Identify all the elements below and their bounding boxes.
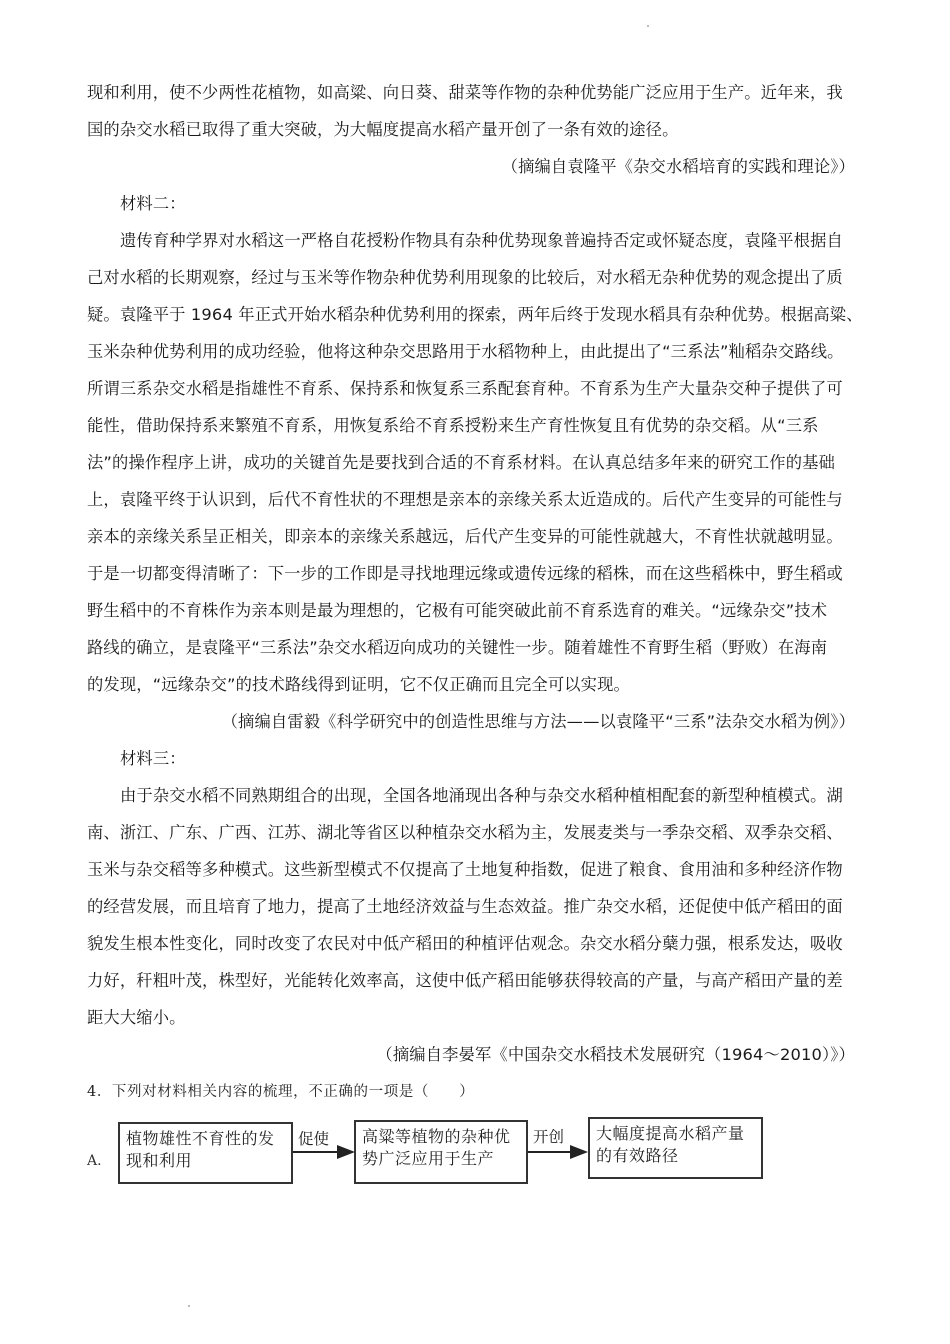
arrow-1-label: 促使 bbox=[298, 1130, 330, 1148]
material1-source: （摘编自袁隆平《杂交水稻培育的实践和理论》） bbox=[501, 157, 855, 176]
arrow-2-head-icon bbox=[570, 1145, 588, 1159]
material2-line: 亲本的亲缘关系呈正相关，即亲本的亲缘关系越远，后代产生变异的可能性就越大，不育性状就越明显。 bbox=[87, 527, 843, 546]
material1-line: 国的杂交水稻已取得了重大突破，为大幅度提高水稻产量开创了一条有效的途径。 bbox=[87, 120, 679, 139]
material2-line: 己对水稻的长期观察，经过与玉米等作物杂种优势利用现象的比较后，对水稻无杂种优势的观念提出了质 bbox=[87, 268, 843, 287]
page-mark bbox=[188, 1305, 190, 1307]
material2-line: 的发现，“远缘杂交”的技术路线得到证明，它不仅正确而且完全可以实现。 bbox=[87, 675, 630, 694]
material3-line: 貌发生根本性变化，同时改变了农民对中低产稻田的种植评估观念。杂交水稻分蘖力强，根系发达，吸收 bbox=[87, 934, 843, 953]
material3-line: 由于杂交水稻不同熟期组合的出现，全国各地涌现出各种与杂交水稻种植相配套的新型种植模式。湖 bbox=[120, 786, 843, 805]
option-a-label: A. bbox=[87, 1153, 102, 1169]
page-mark bbox=[647, 25, 649, 27]
material2-line: 疑。袁隆平于 1964 年正式开始水稻杂种优势利用的探索，两年后终于发现水稻具有杂种优势。根据高粱、 bbox=[87, 305, 863, 324]
arrow-1-line bbox=[293, 1151, 339, 1153]
question-stem: 4．下列对材料相关内容的梳理，不正确的一项是（ ） bbox=[87, 1084, 475, 1100]
material3-line: 力好，秆粗叶茂，株型好，光能转化效率高，这使中低产稻田能够获得较高的产量，与高产稻田产量的差 bbox=[87, 971, 843, 990]
arrow-1-head-icon bbox=[337, 1145, 355, 1159]
material2-line: 路线的确立，是袁隆平“三系法”杂交水稻迈向成功的关键性一步。随着雄性不育野生稻（野败）在海南 bbox=[87, 638, 828, 657]
flow-box-3: 大幅度提高水稻产量的有效路径 bbox=[588, 1117, 763, 1179]
material3-source: （摘编自李晏军《中国杂交水稻技术发展研究（1964～2010）》） bbox=[376, 1045, 855, 1064]
material2-line: 上，袁隆平终于认识到，后代不育性状的不理想是亲本的亲缘关系太近造成的。后代产生变异的可能性与 bbox=[87, 490, 843, 509]
material3-line: 的经营发展，而且培育了地力，提高了土地经济效益与生态效益。推广杂交水稻，还促使中低产稻田的面 bbox=[87, 897, 843, 916]
material2-heading: 材料二： bbox=[120, 194, 186, 213]
material2-line: 玉米杂种优势利用的成功经验，他将这种杂交思路用于水稻物种上，由此提出了“三系法”籼稻杂交路线。 bbox=[87, 342, 844, 361]
material3-line: 距大大缩小。 bbox=[87, 1008, 186, 1027]
material2-line: 所谓三系杂交水稻是指雄性不育系、保持系和恢复系三系配套育种。不育系为生产大量杂交种子提供了可 bbox=[87, 379, 843, 398]
material2-source: （摘编自雷毅《科学研究中的创造性思维与方法——以袁隆平“三系”法杂交水稻为例》） bbox=[221, 712, 855, 731]
arrow-2-label: 开创 bbox=[533, 1128, 565, 1146]
material3-heading: 材料三： bbox=[120, 749, 186, 768]
material2-line: 野生稻中的不育株作为亲本则是最为理想的，它极有可能突破此前不育系选育的难关。“远缘杂交”技术 bbox=[87, 601, 828, 620]
flow-box-1: 植物雄性不育性的发现和利用 bbox=[118, 1122, 293, 1184]
arrow-2-line bbox=[528, 1151, 572, 1153]
material3-line: 南、浙江、广东、广西、江苏、湖北等省区以种植杂交水稻为主，发展麦类与一季杂交稻、双季杂交稻、 bbox=[87, 823, 843, 842]
material2-line: 遗传育种学界对水稻这一严格自花授粉作物具有杂种优势现象普遍持否定或怀疑态度，袁隆平根据自 bbox=[120, 231, 843, 250]
flow-box-2: 高粱等植物的杂种优势广泛应用于生产 bbox=[354, 1120, 528, 1184]
material2-line: 于是一切都变得清晰了：下一步的工作即是寻找地理远缘或遗传远缘的稻株，而在这些稻株中，野生稻或 bbox=[87, 564, 843, 583]
material3-line: 玉米与杂交稻等多种模式。这些新型模式不仅提高了土地复种指数，促进了粮食、食用油和多种经济作物 bbox=[87, 860, 843, 879]
material2-line: 能性，借助保持系来繁殖不育系，用恢复系给不育系授粉来生产育性恢复且有优势的杂交稻。从“三系 bbox=[87, 416, 819, 435]
material1-line: 现和利用，使不少两性花植物，如高粱、向日葵、甜菜等作物的杂种优势能广泛应用于生产。近年来，我 bbox=[87, 83, 843, 102]
material2-line: 法”的操作程序上讲，成功的关键首先是要找到合适的不育系材料。在认真总结多年来的研究工作的基础 bbox=[87, 453, 835, 472]
